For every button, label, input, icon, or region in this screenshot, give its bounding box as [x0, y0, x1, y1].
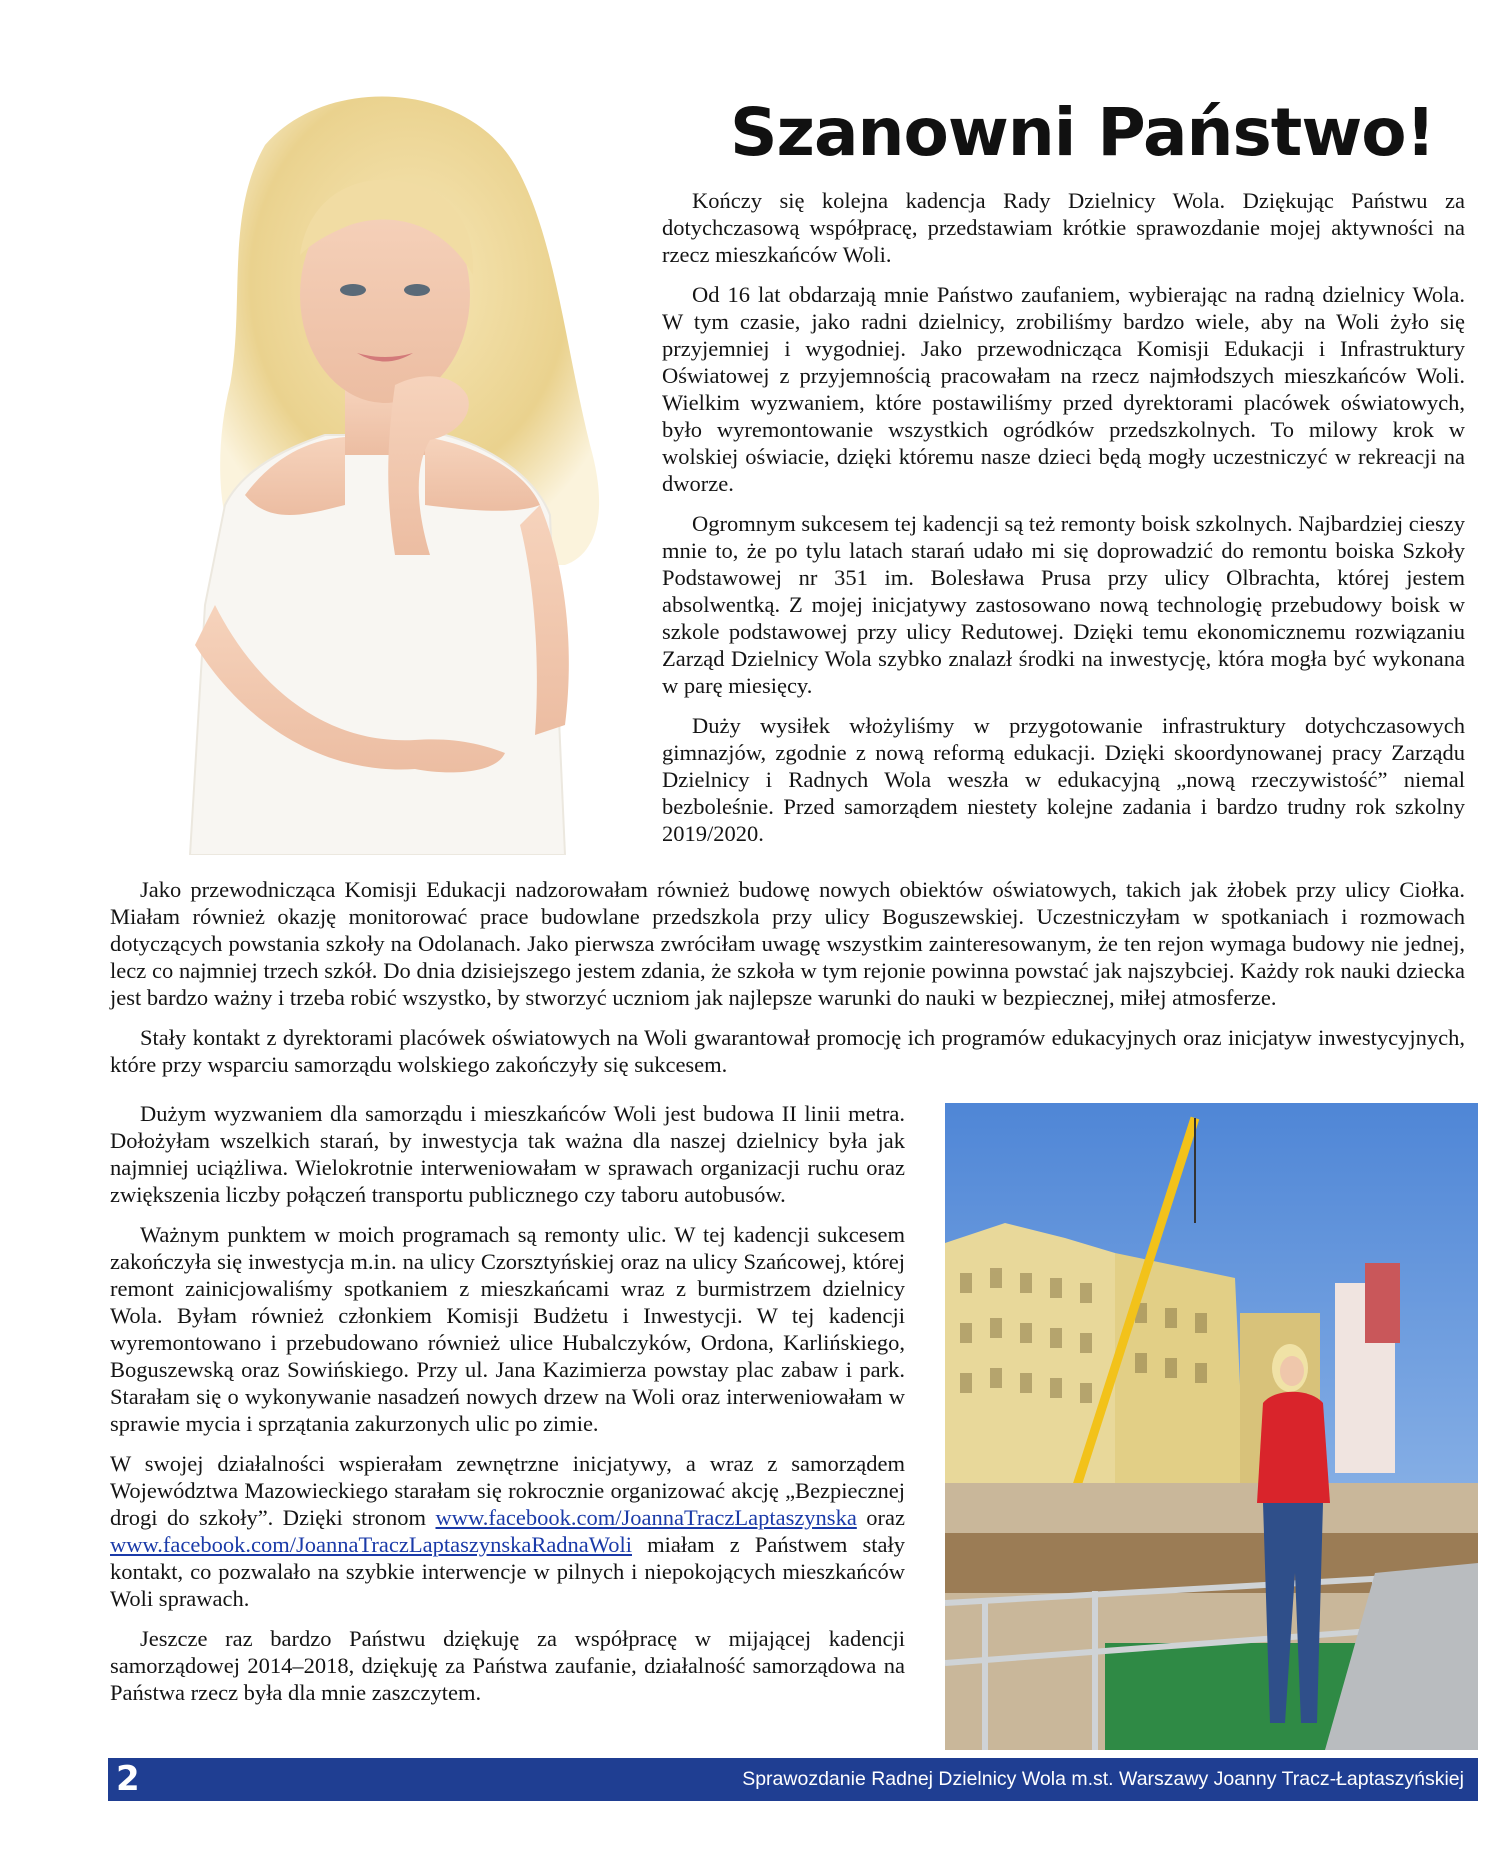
paragraph: Ogromnym sukcesem tej kadencji są też remonty boisk szkolnych. Najbardziej cieszy mnie to, że po tylu latach starań udało mi się doprowadzić do remontu boiska Szkoły Podstawowej nr 351 im. Bolesława Prusa przy ulicy Olbrachta, której jestem absolwentką. Z mojej inicjatywy zastosowano nową technologię przebudowy boisk w szkole podstawowej przy ulicy Redutowej. Dzięki temu ekonomicznemu rozwiązaniu Zarząd Dzielnicy Wola szybko znalazł środki na inwestycję, która mogła być wykonana w parę miesięcy. — [662, 511, 1465, 698]
paragraph: Dużym wyzwaniem dla samorządu i mieszkańców Woli jest budowa II linii metra. Dołożyłam wszelkich starań, by inwestycja tak ważna dla naszej dzielnicy była jak najmniej uciążliwa. Wielokrotnie interweniowałam w sprawach organizacji ruchu oraz zwiększenia liczby połączeń transportu publicznego czy taboru autobusów. — [110, 1101, 905, 1207]
footer-bar — [108, 1758, 1478, 1801]
facebook-link-profile[interactable]: www.facebook.com/JoannaTraczLaptaszynska — [435, 1505, 857, 1530]
social-text-middle: oraz — [856, 1505, 906, 1530]
paragraph: Kończy się kolejna kadencja Rady Dzielnicy Wola. Dziękując Państwu za dotychczasową współpracę, przedstawiam krótkie sprawozdanie mojej aktywności na rzecz mieszkańców Woli. — [662, 188, 1465, 267]
social-text-after: miałam z Państwem stały kontakt, co pozwalało na szybkie interwencje w pilnych i niepokojących mieszkańców Woli sprawach. — [110, 1532, 905, 1611]
paragraph: Od 16 lat obdarzają mnie Państwo zaufaniem, wybierając na radną dzielnicy Wola. W tym czasie, jako radni dzielnicy, zrobiliśmy bardzo wiele, aby na Woli żyło się przyjemniej i wygodniej. Jako przewodnicząca Komisji Edukacji i Infrastruktury Oświatowej z przyjemnością pracowałam na rzecz najmłodszych mieszkańców Woli. Wielkim wyzwaniem, które postawiliśmy przed dyrektorami placówek oświatowych, było wyremontowanie wszystkich ogródków przedszkolnych. To milowy krok w wolskiej oświacie, dzięki któremu nasze dzieci będą mogły uczestniczyć w rekreacji na dworze. — [662, 282, 1465, 496]
closing-paragraph: Jeszcze raz bardzo Państwu dziękuję za współpracę w mijającej kadencji samorządowej 2014–2018, dziękuję za Państwa zaufanie, działalność samorządowa na Państwa rzecz była dla mnie zaszczytem. — [110, 1626, 905, 1705]
paragraph: Jako przewodnicząca Komisji Edukacji nadzorowałam również budowę nowych obiektów oświatowych, takich jak żłobek przy ulicy Ciołka. Miałam również okazję monitorować prace budowlane przedszkola przy ulicy Boguszewskiej. Uczestniczyłam w spotkaniach i rozmowach dotyczących powstania szkoły na Odolanach. Jako pierwsza zwróciłam uwagę wszystkim zainteresowanym, że ten rejon wymaga budowy nie jednej, lecz co najmniej trzech szkół. Do dnia dzisiejszego jestem zdania, że szkoła w tym rejonie powinna powstać jak najszybciej. Każdy rok nauki dziecka jest bardzo ważny i trzeba robić wszystko, by stworzyć uczniom jak najlepsze warunki do nauki w bezpiecznej, miłej atmosferze. — [110, 877, 1465, 1010]
intro-column — [662, 187, 1465, 860]
paragraph: Stały kontakt z dyrektorami placówek oświatowych na Woli gwarantował promocję ich programów edukacyjnych oraz inicjatyw inwestycyjnych, które przy wsparciu samorządu wolskiego zakończyły się sukcesem. — [110, 1025, 1465, 1077]
full-width-section — [110, 876, 1465, 1091]
paragraph: Duży wysiłek włożyliśmy w przygotowanie infrastruktury dotychczasowych gimnazjów, zgodnie z nową reformą edukacji. Dzięki skoordynowanej pracy Zarządu Dzielnicy i Radnych Wola weszła w edukacyjną „nową rzeczywistość” niemal bezboleśnie. Przed samorządem niestety kolejne zadania i bardzo trudny rok szkolny 2019/2020. — [662, 713, 1465, 846]
page-number: 2 — [116, 1759, 140, 1799]
construction-site-photo — [945, 1103, 1478, 1750]
bottom-left-column — [110, 1100, 905, 1719]
page-title: Szanowni Państwo! — [730, 94, 1435, 171]
paragraph: Ważnym punktem w moich programach są remonty ulic. W tej kadencji sukcesem zakończyła się inwestycja m.in. na ulicy Czorsztyńskiej oraz na ulicy Szańcowej, której remont zainicjowaliśmy spotkaniem z mieszkańcami wraz z burmistrzem dzielnicy Wola. Byłam również członkiem Komisji Budżetu i Inwestycji. W tej kadencji wyremontowano i przebudowano również ulice Hubalczyków, Ordona, Karlińskiego, Boguszewską oraz Sowińskiego. Przy ul. Jana Kazimierza powstay plac zabaw i park. Starałam się o wykonywanie nasadzeń nowych drzew na Woli oraz interweniowałam w sprawie mycia i sprzątania zakurzonych ulic po zimie. — [110, 1222, 905, 1436]
social-paragraph — [110, 1450, 905, 1612]
footer-text: Sprawozdanie Radnej Dzielnicy Wola m.st. Warszawy Joanny Tracz-Łaptaszyńskiej — [742, 1768, 1464, 1790]
facebook-link-councillor[interactable]: www.facebook.com/JoannaTraczLaptaszynskaRadnaWoli — [110, 1532, 632, 1557]
social-text-before: W swojej działalności wspierałam zewnętrzne inicjatywy, a wraz z samorządem Województwa Mazowieckiego starałam się rokrocznie organizować akcję „Bezpiecznej drogi do szkoły”. Dzięki stronom — [110, 1451, 905, 1530]
portrait-photo — [95, 85, 655, 855]
